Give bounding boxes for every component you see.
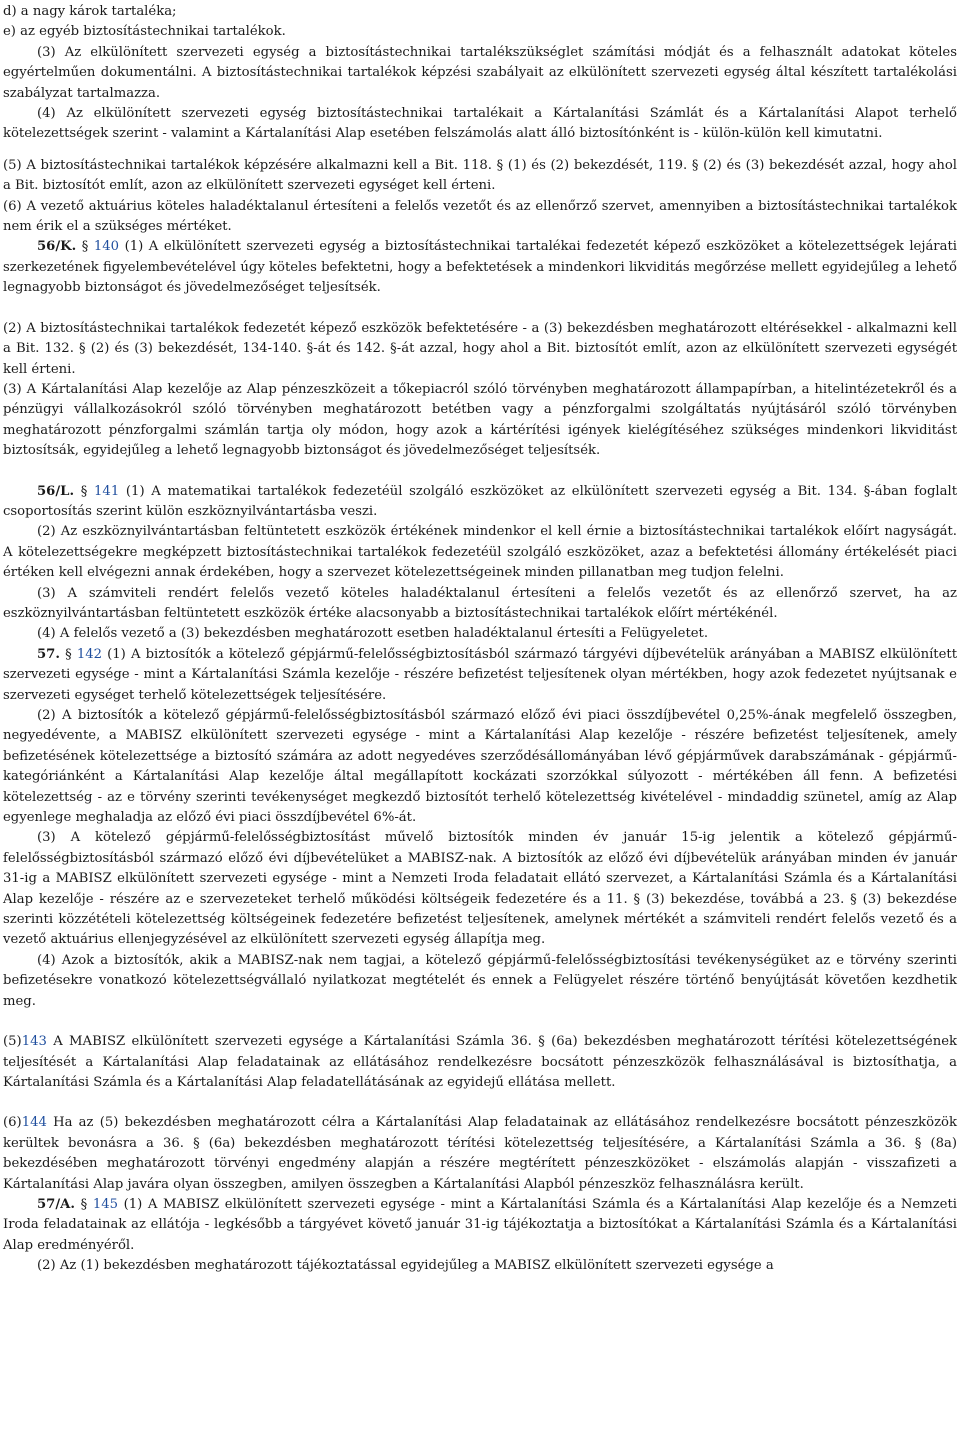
paragraph-p18 [3,1032,957,1093]
paragraph-p17 [3,951,957,1012]
paragraph-p8 [3,319,957,380]
paragraph-p9 [3,380,957,462]
paragraph-text: (3) Az elkülönített szervezeti egység a biztosítástechnikai tartalékszükséglet számítási módját és a felhasznált adatokat köteles egyértelműen dokumentálni. A biztosítástechnikai tartalékok képzési szabályait az elkülönített szervezeti egység által készített tartalékolási szabályzat tartalmazza. [3,44,957,101]
paragraph-p15 [3,706,957,828]
paragraph-p4 [3,104,957,145]
paragraph-text: (1) A elkülönített szervezeti egység a biztosítástechnikai tartalékai fedezetét képező eszközöket a kötelezettségek lejárati szerkezetének figyelembevételével úgy köteles befektetni, hogy a befektetések a mindenkori likviditás megőrzése mellett egyidejűleg a lehető legnagyobb biztonságot és jövedelmezőséget teljesítsék. [3,239,957,296]
paragraph-text: (6) A vezető aktuárius köteles haladéktalanul értesíteni a felelős vezetőt és az ellenőrző szervet, amennyiben a biztosítástechnikai tartalékok nem érik el a szükséges mértéket. [3,198,957,235]
footnote-reference: 141 [94,483,120,499]
paragraph-text: (4) Azok a biztosítók, akik a MABISZ-nak nem tagjai, a kötelező gépjármű-felelősségbiztosítási tevékenységüket az e törvény szerinti befizetésekre vonatkozó kötelezettségvállaló nyilatkozat megtételét és ennek a Felügyelet részére történő benyújtását követően kezdhetik meg. [3,952,957,1009]
paragraph-p20 [3,1195,957,1256]
paragraph-p12 [3,584,957,625]
paragraph-p5 [3,156,957,197]
paragraph-text: (4) Az elkülönített szervezeti egység biztosítástechnikai tartalékait a Kártalanítási Számlát és a Kártalanítási Alapot terhelő kötelezettségek szerint - valamint a Kártalanítási Alap esetében felszámolás alatt álló biztosítónként is - külön-külön kell kimutatni. [3,106,957,142]
paragraph-text: (4) A felelős vezető a (3) bekezdésben meghatározott esetben haladéktalanul értesíti a Felügyeletet. [37,626,709,642]
paragraph-text: (1) A matematikai tartalékok fedezetéül szolgáló eszközöket az elkülönített szervezeti egység a Bit. 134. §-ában foglalt csoportosítás szerint külön eszköznyilvántartásba veszi. [3,483,957,519]
section-heading: 57/A. [37,1196,75,1212]
paragraph-text: (5) A biztosítástechnikai tartalékok képzésére alkalmazni kell a Bit. 118. § (1) és (2) bekezdését, 119. § (2) és (3) bekezdését azzal, hogy ahol a Bit. biztosítót említ, azon az elkülönített szervezeti egységet kell érteni. [3,157,957,194]
paragraph-p11 [3,522,957,583]
paragraph-text: § [76,239,94,255]
paragraph-p19 [3,1113,957,1195]
footnote-reference: 144 [21,1115,47,1131]
paragraph-text: § [75,1196,93,1212]
paragraph-p2 [3,22,957,42]
paragraph-text: (3) A Kártalanítási Alap kezelője az Alap pénzeszközeit a tőkepiacról szóló törvényben meghatározott állampapírban, a hitelintézetekről és a pénzügyi vállalkozásokról szóló törvényben meghatározott betétben vagy a pénzforgalmi szolgáltatás nyújtásáról szóló törvényben meghatározott pénzforgalmi számlán tartja oly módon, hogy azok a kártérítési igények kielégítéséhez szükséges mindenkori likviditást biztosítsák, egyidejűleg a lehető legnagyobb biztonságot és jövedelmezőséget teljesítsék. [3,381,957,459]
paragraph-text: (5) [3,1034,22,1050]
paragraph-p16 [3,828,957,950]
paragraph-text: e) az egyéb biztosítástechnikai tartalékok. [3,24,286,40]
paragraph-p7 [3,237,957,298]
footnote-reference: 142 [76,646,102,662]
paragraph-text: Ha az (5) bekezdésben meghatározott célra a Kártalanítási Alap feladatainak az ellátásához rendelkezésre bocsátott pénzeszközök kerültek bevonásra a 36. § (6a) bekezdésben meghatározott térítési kötelezettség teljesítésére, a Kártalanítási Számla a 36. § (8a) bekezdésében meghatározott törvényi engedmény alapján a részére megtérített pénzeszközöket - elszámolás alapján - visszafizeti a Kártalanítási Alap javára olyan összegben, amilyen összegben a Kártalanítási Alapból pénzeszköz felhasználásra került. [3,1115,957,1192]
footnote-reference: 145 [92,1196,118,1212]
paragraph-p6 [3,197,957,238]
paragraph-p21 [3,1256,957,1276]
paragraph-text: (2) Az (1) bekezdésben meghatározott tájékoztatással egyidejűleg a MABISZ elkülönített szervezeti egysége a [37,1258,774,1274]
paragraph-text: d) a nagy károk tartaléka; [3,4,177,19]
paragraph-text: (3) A kötelező gépjármű-felelősségbiztosítást művelő biztosítók minden év január 15-ig jelentik a kötelező gépjármű-felelősségbiztosításból származó előző évi díjbevételüket a MABISZ-nak. A biztosítók az előző évi díjbevételük arányában minden év január 31-ig a MABISZ elkülönített szervezeti egysége - mint a Nemzeti Iroda feladatait ellátó szervezet, a Kártalanítási Számla és a Kártalanítási Alap kezelője - részére az e szervezeteket terhelő működési költségeik fedezetére és a 11. § (3) bekezdése, továbbá a 23. § (3) bekezdése szerinti közzétételi kötelezettség költségeinek fedezetére befizetést teljesítenek, amelynek mértékét a számviteli rendért felelős vezető és a vezető aktuárius ellenjegyzésével az elkülönített szervezeti egység állapítja meg. [3,830,957,948]
paragraph-text: (1) A MABISZ elkülönített szervezeti egysége - mint a Kártalanítási Számla és a Kártalanítási Alap kezelője és a Nemzeti Iroda feladatainak az ellátója - legkésőbb a tárgyévet követő január 31-ig tájékoztatja a biztosítókat a Kártalanítási Számla és a Kártalanítási Alap eredményéről. [3,1196,958,1253]
section-heading: 56/K. [37,239,77,255]
paragraph-text: (2) Az eszköznyilvántartásban feltüntetett eszközök értékének mindenkor el kell érnie a biztosítástechnikai tartalékok előírt nagyságát. A kötelezettségekre megképzett biztosítástechnikai tartalékok fedezetéül szolgáló eszközöket, azaz a befektetési állomány értékelését piaci értéken kell elvégezni annak érdekében, hogy a szervezet kötelezettségeinek minden pillanatban meg tudjon felelni. [3,524,957,581]
paragraph-text: (1) A biztosítók a kötelező gépjármű-felelősségbiztosításból származó tárgyévi díjbevételük arányában a MABISZ elkülönített szervezeti egysége - mint a Kártalanítási Számla kezelője - részére befizetést teljesítenek olyan mértékben, hogy azok fedezetet nyújtsanak e szervezeti egységet terhelő kötelezettségek teljesítésére. [3,646,957,703]
section-heading: 57. [37,646,60,662]
footnote-reference: 140 [93,239,120,255]
paragraph-text: § [59,646,77,662]
paragraph-text: (2) A biztosítástechnikai tartalékok fedezetét képező eszközök befektetésére - a (3) bekezdésben meghatározott eltérésekkel - alkalmazni kell a Bit. 132. § (2) és (3) bekezdését, 134-140. §-át és 142. §-át azzal, hogy ahol a Bit. biztosítót említ, azon az elkülönített szervezeti egységét kell érteni. [3,320,957,377]
paragraph-p10 [3,482,957,523]
paragraph-p14 [3,645,957,706]
paragraph-text: A MABISZ elkülönített szervezeti egysége a Kártalanítási Számla 36. § (6a) bekezdésben meghatározott térítési kötelezettségének teljesítését a Kártalanítási Alap feladatainak az ellátásához rendelkezésre bocsátott pénzeszközök felhasználásával is biztosíthatja, a Kártalanítási Számla és a Kártalanítási Alap feladatellátásának az egyidejű ellátása mellett. [3,1034,957,1090]
footnote-reference: 143 [21,1034,47,1050]
paragraph-text: (3) A számviteli rendért felelős vezető köteles haladéktalanul értesíteni a felelős vezetőt és az ellenőrző szervet, ha az eszköznyilvántartásban feltüntetett eszközök értéke alacsonyabb a biztosítástechnikai tartalékok előírt mértékénél. [3,585,957,621]
paragraph-text: (2) A biztosítók a kötelező gépjármű-felelősségbiztosításból származó előző évi piaci összdíjbevétel 0,25%-ának megfelelő összegben, negyedévente, a MABISZ elkülönített szervezeti egysége - mint a Kártalanítási Alap kezelője - részére befizetést teljesítenek, amely befizetésének kötelezettsége a biztosító számára az adott negyedéves szerződésállományában lévő gépjárművek darabszámának - gépjármű-kategóriánként a Kártalanítási Alap kezelője által megállapított kockázati szorzókkal súlyozott - mértékében áll fenn. A befizetési kötelezettség - az e törvény szerinti tevékenységet megkezdő biztosítót terhelő kötelezettség kivételével - mindaddig szünetel, amíg az Alap egyenlege meghaladja az előző évi piaci összdíjbevétel 6%-át. [3,708,957,826]
paragraph-p13 [3,624,957,644]
paragraph-text: (6) [3,1115,22,1131]
paragraph-p3 [3,43,957,104]
paragraph-p1 [3,2,957,22]
section-heading: 56/L. [37,483,75,499]
paragraph-text: § [74,483,95,499]
